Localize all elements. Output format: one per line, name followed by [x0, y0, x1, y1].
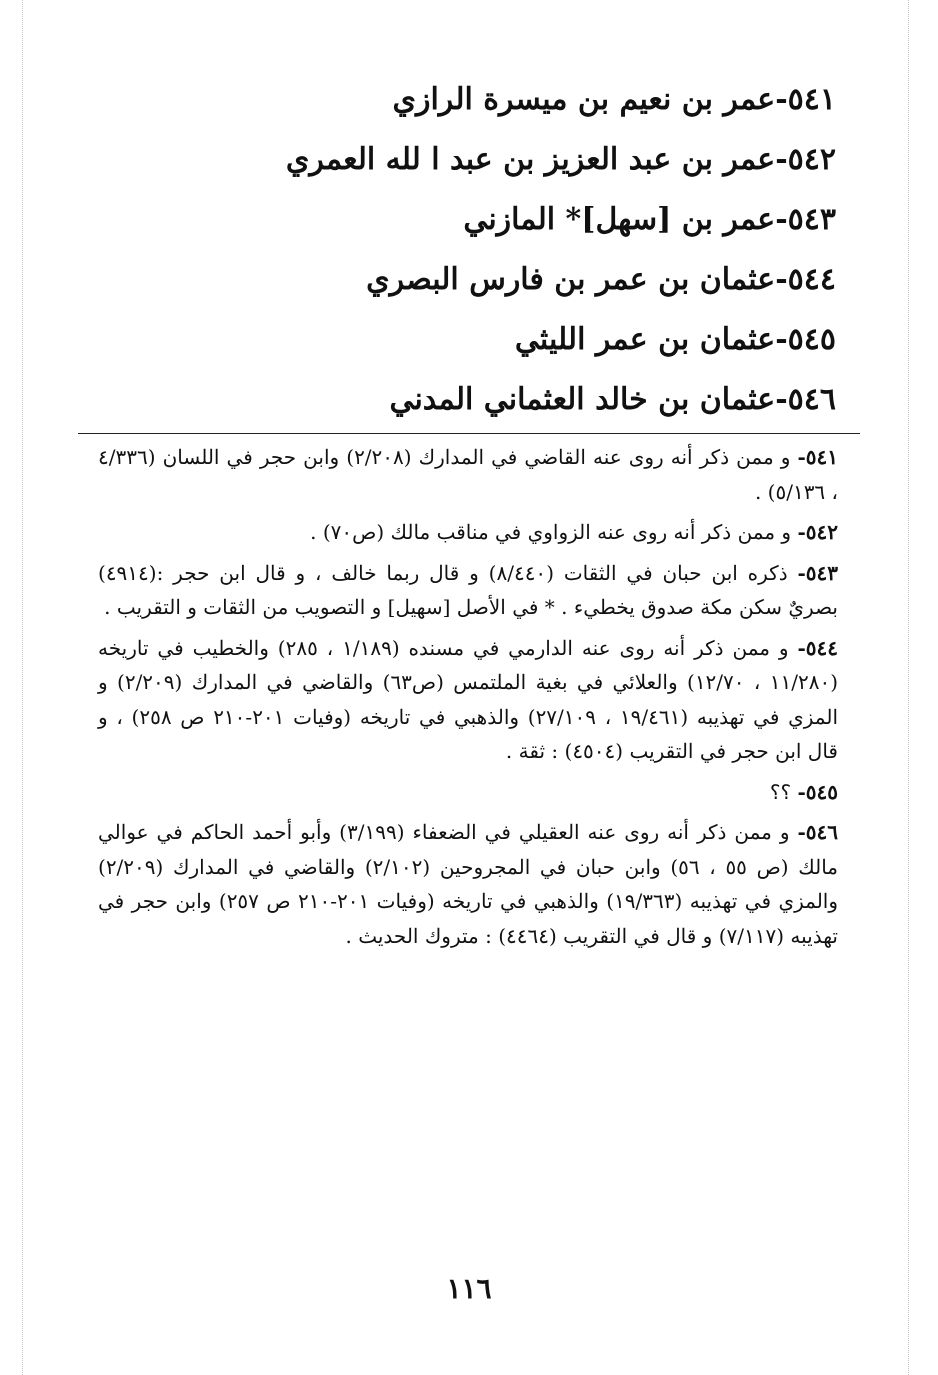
- footnote-number: ٥٤٥-: [797, 779, 838, 804]
- footnote-text: ؟؟: [769, 779, 798, 804]
- footnote-text: و ممن ذكر أنه روى عنه القاضي في المدارك (٢/٢٠٨) وابن حجر في اللسان (٤/٣٣٦ ، ٥/١٣٦) .: [98, 445, 838, 504]
- footnote-text: و ممن ذكر أنه روى عنه الزواوي في مناقب مالك (ص٧٠) .: [310, 520, 798, 544]
- footnote-542: [98, 515, 838, 550]
- footnote-text: و ممن ذكر أنه روى عنه الدارمي في مسنده (١/١٨٩ ، ٢٨٥) والخطيب في تاريخه (١١/٢٨٠ ، ١٢/٧٠) والعلائي في بغية الملتمس (ص٦٣) والقاضي في المدارك (٢/٢٠٩) و المزي في تهذيبه (١٩/٤٦١ ، ٢٧/١٠٩) والذهبي في تاريخه (وفيات ٢٠١-٢١٠ ص ٢٥٨) ، و قال ابن حجر في التقريب (٤٥٠٤) : ثقة .: [98, 635, 839, 763]
- entry-546: ٥٤٦-عثمان بن خالد العثماني المدني: [389, 382, 836, 417]
- scan-margin-line-right: [908, 0, 909, 1375]
- entry-541: ٥٤١-عمر بن نعيم بن ميسرة الرازي: [392, 82, 836, 117]
- footnote-text: ذكره ابن حبان في الثقات (٨/٤٤٠) و قال ربما خالف ، و قال ابن حجر :(٤٩١٤) بصريٌ سكن مكة صدوق يخطيء . * في الأصل [سهيل] و التصويب من الثقات و التقريب .: [98, 560, 838, 619]
- footnote-544: [98, 631, 838, 769]
- entry-542: ٥٤٢-عمر بن عبد العزيز بن عبد ا لله العمري: [285, 142, 836, 177]
- entry-list: [276, 70, 836, 430]
- footnote-separator: [78, 433, 860, 434]
- footnote-number: ٥٤١-: [797, 445, 838, 469]
- scan-margin-line-left: [22, 0, 23, 1375]
- entry-543: ٥٤٣-عمر بن [سهل]* المازني: [463, 202, 836, 237]
- footnote-number: ٥٤٣-: [797, 560, 838, 585]
- page-number: ١١٦: [446, 1272, 492, 1305]
- footnote-text: و ممن ذكر أنه روى عنه العقيلي في الضعفاء (٣/١٩٩) وأبو أحمد الحاكم في عوالي مالك (ص ٥٥ ، ٥٦) وابن حبان في المجروحين (٢/١٠٢) والقاضي في المدارك (٢/٢٠٩) والمزي في تهذيبه (١٩/٣٦٣) والذهبي في تاريخه (وفيات ٢٠١-٢١٠ ص ٢٥٧) وابن حجر في تهذيبه (٧/١١٧) و قال في التقريب (٤٤٦٤) : متروك الحديث .: [98, 820, 839, 948]
- footnote-541: [98, 440, 838, 509]
- footnote-number: ٥٤٦-: [797, 820, 838, 844]
- entry-545: ٥٤٥-عثمان بن عمر الليثي: [514, 322, 836, 357]
- footnote-543: [98, 556, 838, 625]
- footnote-number: ٥٤٤-: [797, 635, 839, 660]
- footnote-546: [98, 815, 838, 953]
- entry-544: ٥٤٤-عثمان بن عمر بن فارس البصري: [366, 262, 836, 297]
- footnote-545: [98, 775, 838, 810]
- footnotes: [98, 440, 838, 959]
- footnote-number: ٥٤٢-: [797, 520, 838, 544]
